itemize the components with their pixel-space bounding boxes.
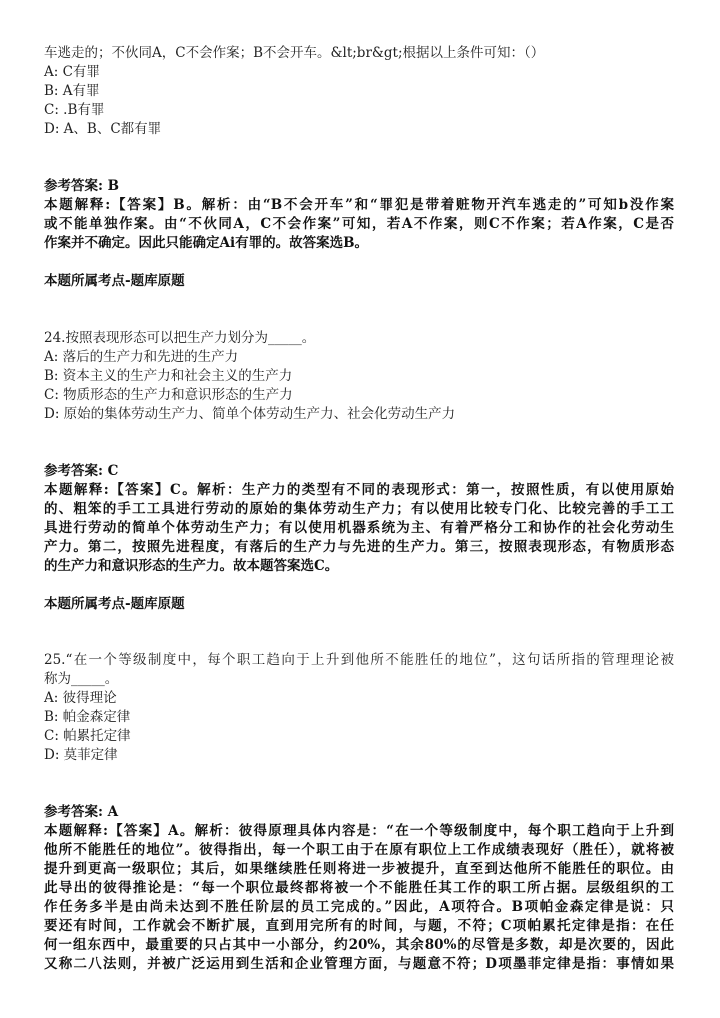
- q23-explanation-line: 本题解释:【答案】B。解析：由“B不会开车”和“罪犯是带着赃物开汽车逃走的”可知b没作案: [44, 197, 674, 213]
- q25-stem-line: 25.“在一个等级制度中，每个职工趋向于上升到他所不能胜任的地位”，这句话所指的管理理论被: [44, 652, 674, 668]
- q25-option-d: D: 莫菲定律: [44, 747, 118, 763]
- q25-explanation-line: 又称二八法则，并被广泛运用到生活和企业管理方面，与题意不符；D项墨菲定律是指：事情如果: [44, 956, 674, 972]
- q24-source: 本题所属考点-题库原题: [44, 596, 185, 612]
- q23-option-a: A: C有罪: [44, 64, 100, 80]
- q23-source: 本题所属考点-题库原题: [44, 273, 185, 289]
- q25-option-a: A: 彼得理论: [44, 690, 117, 706]
- q23-explanation-line: 作案并不确定。因此只能确定Ai有罪的。故答案选B。: [44, 235, 369, 251]
- q25-explanation-line: 此导出的彼得推论是：“每一个职位最终都将被一个不能胜任其工作的职工所占据。层级组织的工: [44, 880, 674, 896]
- q25-explanation-line: 他所不能胜任的地位”。彼得指出，每一个职工由于在原有职位上工作成绩表现好（胜任），就将被: [44, 842, 674, 858]
- q24-option-d: D: 原始的集体劳动生产力、简单个体劳动生产力、社会化劳动生产力: [44, 406, 456, 422]
- q24-stem: 24.按照表现形态可以把生产力划分为_____。: [44, 330, 316, 346]
- q25-explanation-line: 要还有时间，工作就会不断扩展，直到用完所有的时间，与题，不符；C项帕累托定律是指：在任: [44, 918, 674, 934]
- q25-option-b: B: 帕金森定律: [44, 709, 131, 725]
- q24-option-c: C: 物质形态的生产力和意识形态的生产力: [44, 387, 293, 403]
- q24-option-a: A: 落后的生产力和先进的生产力: [44, 349, 239, 365]
- q24-answer: 参考答案: C: [44, 463, 119, 479]
- q25-answer: 参考答案: A: [44, 804, 119, 820]
- q23-option-d: D: A、B、C都有罪: [44, 121, 162, 137]
- q24-option-b: B: 资本主义的生产力和社会主义的生产力: [44, 368, 293, 384]
- q24-explanation-line: 的生产力和意识形态的生产力。故本题答案选C。: [44, 558, 339, 574]
- q24-explanation-line: 本题解释:【答案】C。解析：生产力的类型有不同的表现形式：第一，按照性质，有以使用原始: [44, 482, 674, 498]
- q23-answer: 参考答案: B: [44, 178, 120, 194]
- q24-explanation-line: 产力。第二，按照先进程度，有落后的生产力与先进的生产力。第三，按照表现形态，有物质形态: [44, 539, 674, 555]
- q23-option-b: B: A有罪: [44, 83, 100, 99]
- q25-explanation-line: 何一组东西中，最重要的只占其中一小部分，约20%，其余80%的尽管是多数，却是次要的，因此: [44, 937, 674, 953]
- q23-explanation-line: 或不能单独作案。由“不伙同A，C不会作案”可知，若A不作案，则C不作案；若A作案，C是否: [44, 216, 674, 232]
- q24-explanation-line: 具进行劳动的简单个体劳动生产力；有以使用机器系统为主、有着严格分工和协作的社会化劳动生: [44, 520, 674, 536]
- q25-stem-line: 称为_____。: [44, 671, 119, 687]
- q23-stem-tail: 车逃走的；不伙同A，C不会作案；B不会开车。&lt;br&gt;根据以上条件可知：（）: [44, 45, 545, 61]
- q25-explanation-line: 作任务多半是由尚未达到不胜任阶层的员工完成的。”因此，A项符合。B项帕金森定律是说：只: [44, 899, 674, 915]
- q25-explanation-line: 提升到更高一级职位；其后，如果继续胜任则将进一步被提升，直至到达他所不能胜任的职位。由: [44, 861, 674, 877]
- q25-option-c: C: 帕累托定律: [44, 728, 131, 744]
- q25-explanation-line: 本题解释:【答案】A。解析：彼得原理具体内容是：“在一个等级制度中，每个职工趋向于上升到: [44, 823, 674, 839]
- q24-explanation-line: 的、粗笨的手工工具进行劳动的原始的集体劳动生产力；有以使用比较专门化、比较完善的手工工: [44, 501, 674, 517]
- q23-option-c: C: .B有罪: [44, 102, 105, 118]
